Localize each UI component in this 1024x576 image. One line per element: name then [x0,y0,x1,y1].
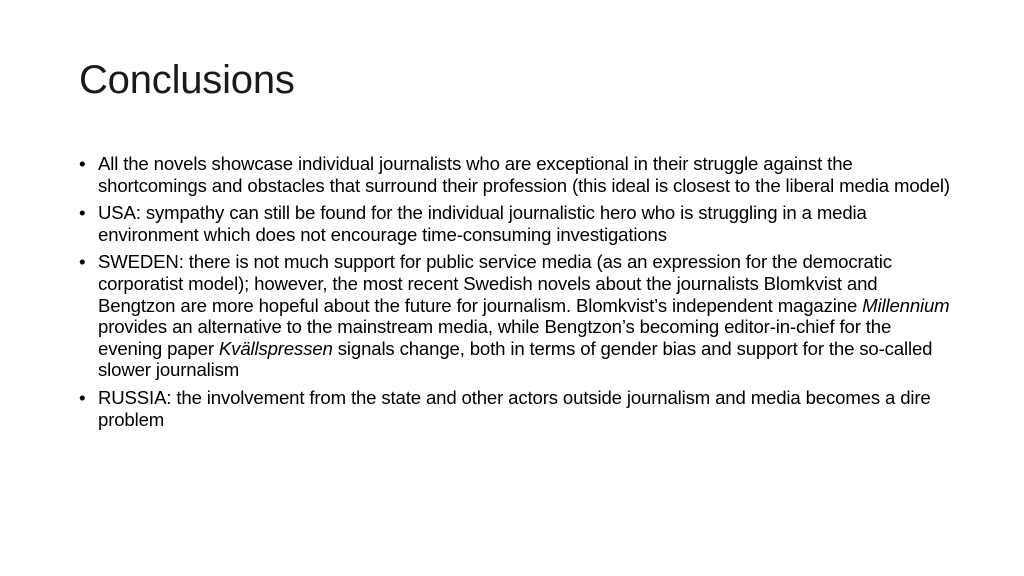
bullet-text: USA: sympathy can still be found for the individual journalistic hero who is struggling in a media environment which does not encourage time-consuming investigations [98,202,867,245]
bullet-text-part2: provides an alternative to the mainstream media, while Bengtzon’s becoming editor-in-chief for the evening paper [98,316,892,359]
slide-title: Conclusions [79,58,295,102]
bullet-item-3 [79,251,959,381]
bullet-list [79,153,959,436]
bullet-text: All the novels showcase individual journalists who are exceptional in their struggle against the shortcomings and obstacles that surround their profession (this ideal is closest to the liberal media model) [98,153,950,196]
bullet-text: RUSSIA: the involvement from the state and other actors outside journalism and media becomes a dire problem [98,386,931,430]
bullet-text-part3: signals change, both in terms of gender bias and support for the so-called slower journalism [98,337,933,381]
bullet-dot: • [79,251,86,273]
magazine-title: Millennium [862,294,950,316]
bullet-dot: • [79,202,86,224]
newspaper-title: Kvällspressen [218,337,333,359]
bullet-item-1 [79,153,959,196]
bullet-item-4 [79,387,959,430]
bullet-item-2 [79,202,959,245]
bullet-dot: • [79,153,86,174]
bullet-dot: • [79,386,86,408]
bullet-text-part1: SWEDEN: there is not much support for public service media (as an expression for the democratic corporatist model); however, the most recent Swedish novels about the journalists Blomkvist and Bengtzon are more hopeful about the future for journalism. Blomkvist’s independent magazine [98,251,892,316]
